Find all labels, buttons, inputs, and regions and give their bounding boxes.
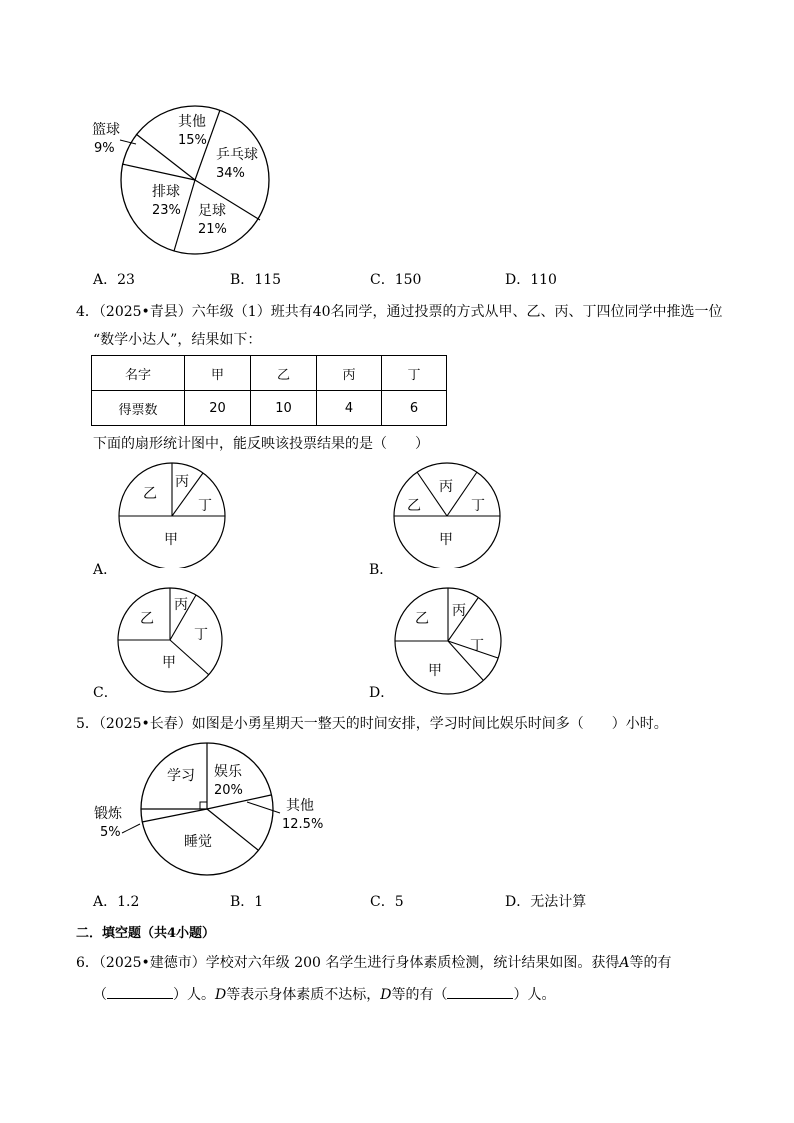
q4d-label-jia: 甲	[428, 663, 442, 679]
q4d-label-yi: 乙	[415, 611, 429, 627]
q6-text: 等表示身体素质不达标，	[226, 987, 381, 1003]
q4b-label-jia: 甲	[439, 532, 453, 548]
q4-stem-line1: 4．（2025•青县）六年级（1）班共有40名同学，通过投票的方式从甲、乙、丙、丁四位同学中推选一位	[76, 304, 723, 320]
q3-pct-other: 15%	[178, 133, 207, 148]
q5-label-exercise: 锻炼	[94, 806, 122, 822]
table-cell: 丁	[382, 356, 447, 391]
q6-text: 等的有（	[391, 987, 448, 1003]
q4-option-b[interactable]: B．	[369, 562, 394, 578]
q5-option-b[interactable]: B．1	[230, 894, 264, 910]
q5-label-sleep: 睡觉	[184, 834, 212, 850]
table-cell: 20	[185, 391, 251, 426]
q3-pct-basketball: 9%	[94, 141, 115, 156]
q4a-label-jia: 甲	[164, 532, 178, 548]
q4-question: 下面的扇形统计图中，能反映该投票结果的是（ ）	[93, 436, 429, 452]
q5-option-a[interactable]: A．1.2	[93, 894, 140, 910]
q3-label-football: 足球	[198, 203, 226, 219]
q5-pct-other: 12.5%	[282, 817, 324, 832]
q3-label-basketball: 篮球	[92, 122, 120, 138]
q6-text: 6．（2025•建德市）学校对六年级 200 名学生进行身体素质检测，统计结果如图。获得	[76, 955, 620, 971]
table-cell: 乙	[251, 356, 317, 391]
q6-blank-1[interactable]	[107, 984, 173, 999]
table-cell: 得票数	[92, 391, 185, 426]
q4a-label-ding: 丁	[198, 498, 212, 514]
q3-label-other: 其他	[178, 114, 206, 130]
q3-pct-volleyball: 23%	[152, 203, 181, 218]
q5-pct-fun: 20%	[214, 783, 243, 798]
q6-text: （	[93, 987, 107, 1003]
q5-pie-chart	[80, 738, 340, 880]
q4a-label-yi: 乙	[143, 486, 157, 502]
q3-option-b[interactable]: B．115	[230, 272, 282, 288]
q6-text: ）人。	[173, 987, 215, 1003]
q5-option-d[interactable]: D．无法计算	[505, 894, 587, 910]
q4c-label-ding: 丁	[194, 627, 208, 643]
q5-pct-exercise: 5%	[100, 825, 121, 840]
q4-pie-d[interactable]	[390, 585, 516, 697]
q3-label-volleyball: 排球	[152, 184, 180, 200]
q4c-label-jia: 甲	[162, 655, 176, 671]
q3-pie-chart	[80, 100, 280, 260]
table-cell: 10	[251, 391, 317, 426]
q4-pie-a[interactable]	[110, 458, 236, 568]
q6-grade-d: D	[215, 987, 227, 1003]
q6-stem-line2	[93, 984, 555, 1004]
q6-text: 等的有	[629, 955, 672, 971]
table-row	[92, 391, 447, 426]
q4-stem-line2: “数学小达人”，结果如下：	[93, 332, 262, 348]
table-cell: 6	[382, 391, 447, 426]
q6-text: ）人。	[513, 987, 556, 1003]
table-header-row	[92, 356, 447, 391]
q5-option-c[interactable]: C．5	[370, 894, 404, 910]
q3-option-d[interactable]: D．110	[505, 272, 557, 288]
q4-option-d[interactable]: D．	[369, 685, 395, 701]
q4a-label-bing: 丙	[175, 474, 189, 490]
section-title: 二．填空题（共4小题）	[76, 926, 216, 941]
q4-option-a[interactable]: A．	[93, 562, 118, 578]
q6-grade-a: A	[619, 955, 630, 971]
q4b-label-ding: 丁	[471, 498, 485, 514]
q4-pie-c[interactable]	[112, 585, 238, 695]
table-cell: 甲	[185, 356, 251, 391]
q4c-label-bing: 丙	[174, 597, 188, 613]
q5-stem: 5．（2025•长春）如图是小勇星期天一整天的时间安排，学习时间比娱乐时间多（ ）小时。	[76, 716, 668, 732]
table-cell: 4	[317, 391, 382, 426]
q5-label-other: 其他	[286, 798, 314, 814]
table-cell: 名字	[92, 356, 185, 391]
q4-vote-table	[91, 355, 447, 426]
table-cell: 丙	[317, 356, 382, 391]
q4d-label-ding: 丁	[470, 638, 484, 654]
q4-option-c[interactable]: C．	[93, 685, 118, 701]
q6-stem-line1	[76, 952, 672, 972]
q4b-label-bing: 丙	[439, 479, 453, 495]
q3-option-a[interactable]: A．23	[93, 272, 135, 288]
q6-grade-d: D	[380, 987, 392, 1003]
q3-pct-pingpong: 34%	[216, 166, 245, 181]
q4b-label-yi: 乙	[407, 498, 421, 514]
q6-blank-2[interactable]	[447, 984, 513, 999]
q3-option-c[interactable]: C．150	[370, 272, 422, 288]
q5-label-study: 学习	[167, 768, 195, 784]
q3-pct-football: 21%	[198, 222, 227, 237]
q4c-label-yi: 乙	[140, 611, 154, 627]
q5-label-fun: 娱乐	[214, 764, 242, 780]
q4-pie-b[interactable]	[389, 458, 515, 568]
q4d-label-bing: 丙	[452, 603, 466, 619]
q3-label-pingpong: 乒乓球	[216, 147, 258, 163]
